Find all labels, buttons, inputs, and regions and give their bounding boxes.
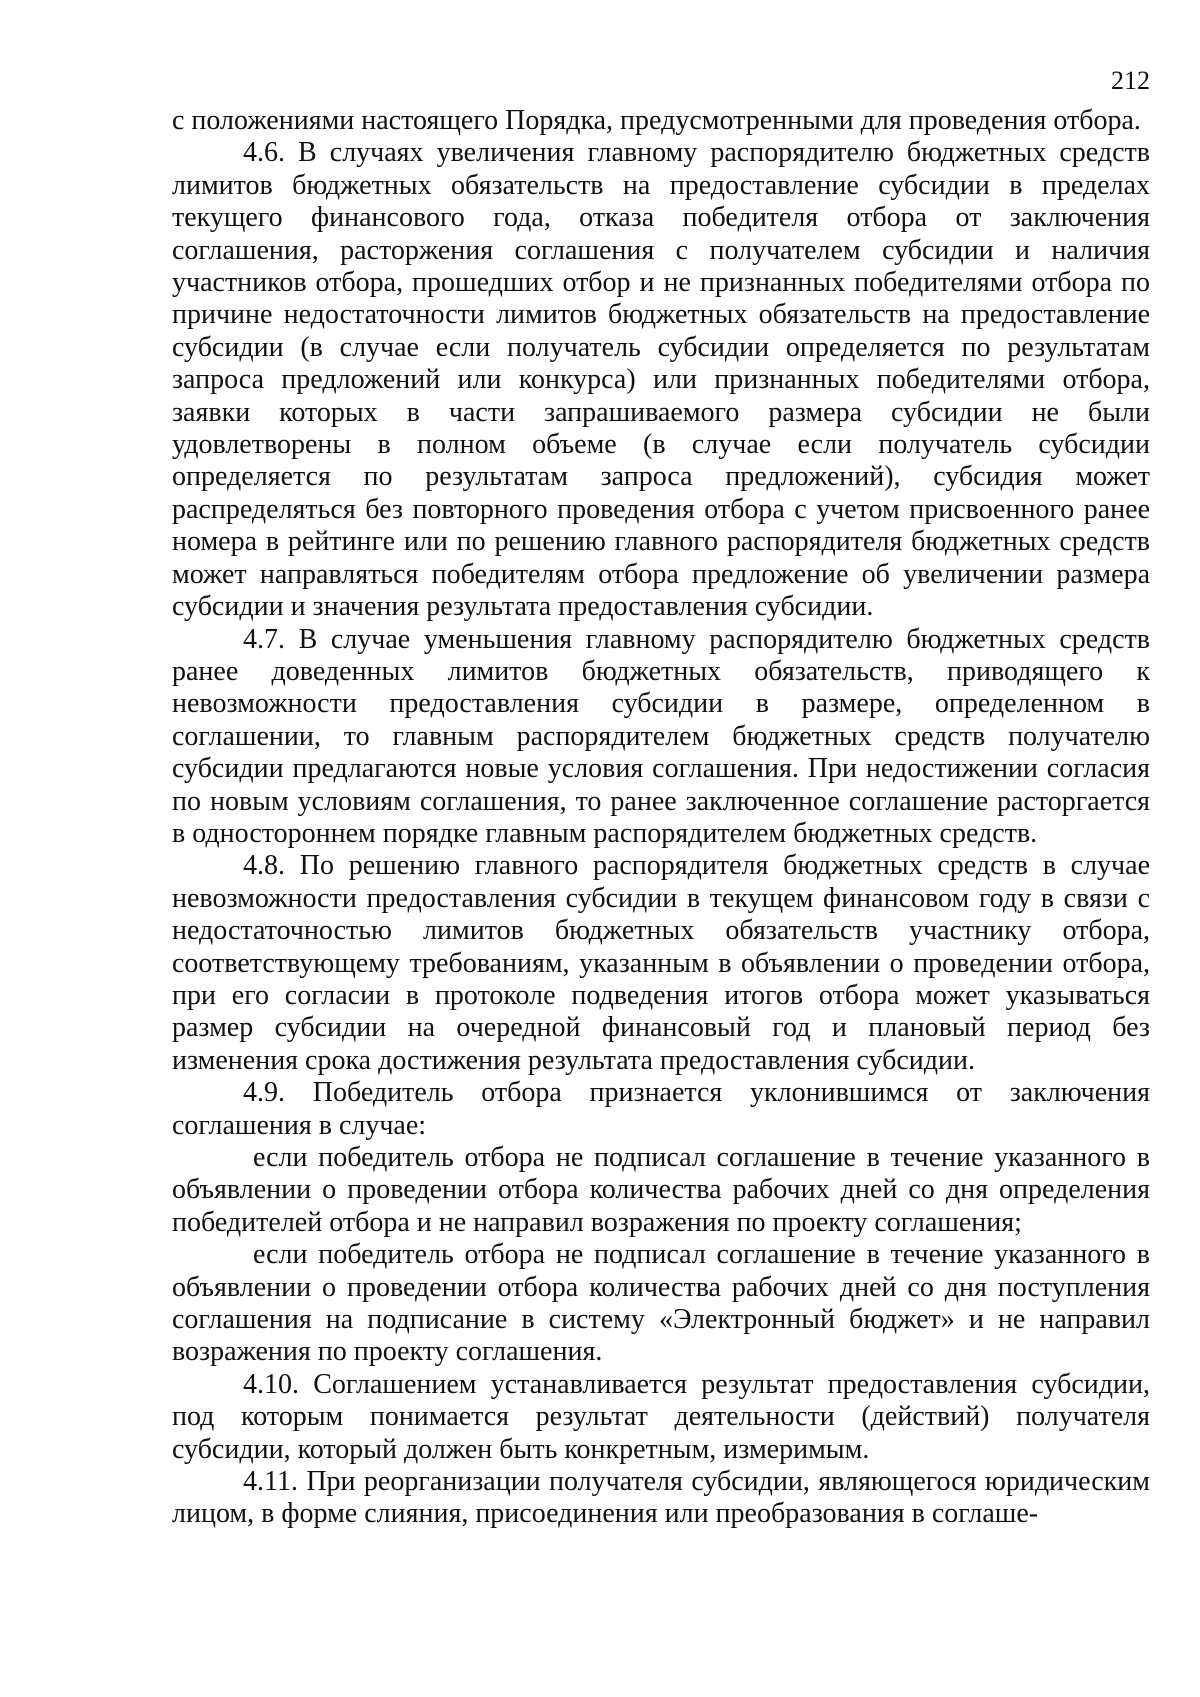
paragraph-4-9-case-2: если победитель отбора не подписал соглашение в течение указанного в объявлении о проведении отбора количества рабочих дней со дня поступления соглашения на подписание в систему «Электронный бюджет» и не направил возражения по проекту соглашения. [172,1239,1150,1368]
paragraph-4-11: 4.11. При реорганизации получателя субсидии, являющегося юридическим лицом, в форме слияния, присоединения или преобразования в соглаше- [172,1466,1150,1530]
paragraph-4-10: 4.10. Соглашением устанавливается результат предоставления субсидии, под которым понимается результат деятельности (действий) получателя субсидии, который должен быть конкретным, измеримым. [172,1368,1150,1465]
document-body [172,105,1150,1531]
page-number: 212 [1111,66,1150,95]
paragraph-4-7: 4.7. В случае уменьшения главному распорядителю бюджетных средств ранее доведенных лимитов бюджетных обязательств, приводящего к невозможности предоставления субсидии в размере, определенном в соглашении, то главным распорядителем бюджетных средств получателю субсидии предлагаются новые условия соглашения. При недостижении согласия по новым условиям соглашения, то ранее заключенное соглашение расторгается в одностороннем порядке главным распорядителем бюджетных средств. [172,623,1150,849]
paragraph-4-9: 4.9. Победитель отбора признается уклонившимся от заключения соглашения в случае: [172,1077,1150,1141]
paragraph-continuation: с положениями настоящего Порядка, предусмотренными для проведения отбора. [172,105,1141,136]
paragraph-4-8: 4.8. По решению главного распорядителя бюджетных средств в случае невозможности предоставления субсидии в текущем финансовом году в связи с недостаточностью лимитов бюджетных обязательств участнику отбора, соответствующему требованиям, указанным в объявлении о проведении отбора, при его согласии в протоколе подведения итогов отбора может указываться размер субсидии на очередной финансовый год и плановый период без изменения срока достижения результата предоставления субсидии. [172,850,1150,1076]
paragraph-4-6: 4.6. В случаях увеличения главному распорядителю бюджетных средств лимитов бюджетных обязательств на предоставление субсидии в пределах текущего финансового года, отказа победителя отбора от заключения соглашения, расторжения соглашения с получателем субсидии и наличия участников отбора, прошедших отбор и не признанных победителями отбора по причине недостаточности лимитов бюджетных обязательств на предоставление субсидии (в случае если получатель субсидии определяется по результатам запроса предложений или конкурса) или признанных победителями отбора, заявки которых в части запрашиваемого размера субсидии не были удовлетворены в полном объеме (в случае если получатель субсидии определяется по результатам запроса предложений), субсидия может распределяться без повторного проведения отбора с учетом присвоенного ранее номера в рейтинге или по решению главного распорядителя бюджетных средств может направляться победителям отбора предложение об увеличении размера субсидии и значения результата предоставления субсидии. [172,137,1150,623]
paragraph-4-9-case-1: если победитель отбора не подписал соглашение в течение указанного в объявлении о проведении отбора количества рабочих дней со дня определения победителей отбора и не направил возражения по проекту соглашения; [172,1142,1150,1238]
